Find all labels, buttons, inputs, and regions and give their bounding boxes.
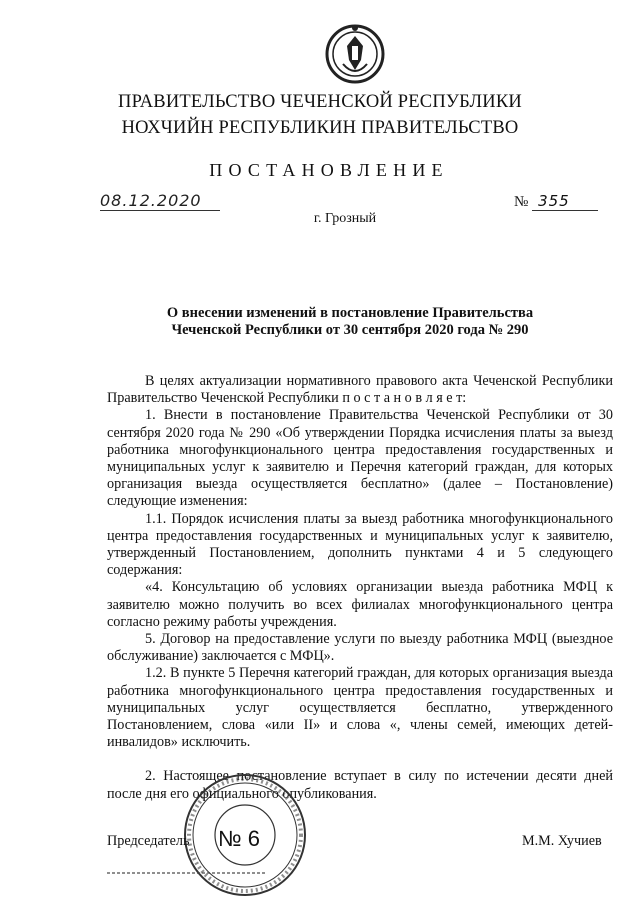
paragraph-1-1: 1.1. Порядок исчисления платы за выезд работника многофункционального центра предоставления государственных и муниципальных услуг к заявителю, утвержденный Постановлением, дополнить пунктами 4 и 5 следующего содержания: [107,510,613,579]
city: г. Грозный [313,211,377,226]
government-name-ru: ПРАВИТЕЛЬСТВО ЧЕЧЕНСКОЙ РЕСПУБЛИКИ [118,92,522,112]
coat-of-arms-icon [325,20,385,88]
government-name-ce: НОХЧИЙН РЕСПУБЛИКИН ПРАВИТЕЛЬСТВО [121,118,519,138]
document-date: 08.12.2020 [100,192,220,211]
document-title [120,305,580,339]
signer-name: М.М. Хучиев [522,833,602,849]
number-sign: № [514,194,529,210]
paragraph-4: «4. Консультацию об условиях организации выезда работника МФЦ к заявителю можно получить во всех филиалах многофункционального центра согласно режиму работы учреждения. [107,579,613,630]
paragraph-2: 2. Настоящее постановление вступает в силу по истечении десяти дней после дня его официального опубликования. [107,768,613,802]
paragraph-1: 1. Внести в постановление Правительства Чеченской Республики от 30 сентября 2020 года № 290 «Об утверждении Порядка исчисления платы за выезд работника многофункционального центра предоставления государственных и муниципальных услуг к заявителю и Перечня категорий граждан, для которых организация выезда осуществляется бесплатно» (далее – Постановление) следующие изменения: [107,407,613,510]
document-body [107,373,613,803]
footer-mark [107,872,267,874]
paragraph-5: 5. Договор на предоставление услуги по выезду работника МФЦ (выездное обслуживание) заключается с МФЦ». [107,631,613,665]
number-value: 355 [532,192,598,211]
title-line-1: О внесении изменений в постановление Правительства [166,305,534,321]
signer-position: Председатель [107,833,190,849]
title-line-2: Чеченской Республики от 30 сентября 2020 года № 290 [171,322,529,338]
paragraph-1-2: 1.2. В пункте 5 Перечня категорий граждан, для которых организация выезда работника многофункционального центра предоставления государственных и муниципальных услуг осуществляется бесплатно, утвержденного Постановлением, слова «или II» и слова «, члены семей, имеющих детей-инвалидов» исключить. [107,665,613,751]
stamp-number: № 6 [218,826,260,851]
preamble: В целях актуализации нормативного правового акта Чеченской Республики Правительство Чеченской Республики п о с т а н о в л я е т: [107,373,613,407]
document-type: ПОСТАНОВЛЕНИЕ [209,160,449,180]
document-number [514,192,598,211]
